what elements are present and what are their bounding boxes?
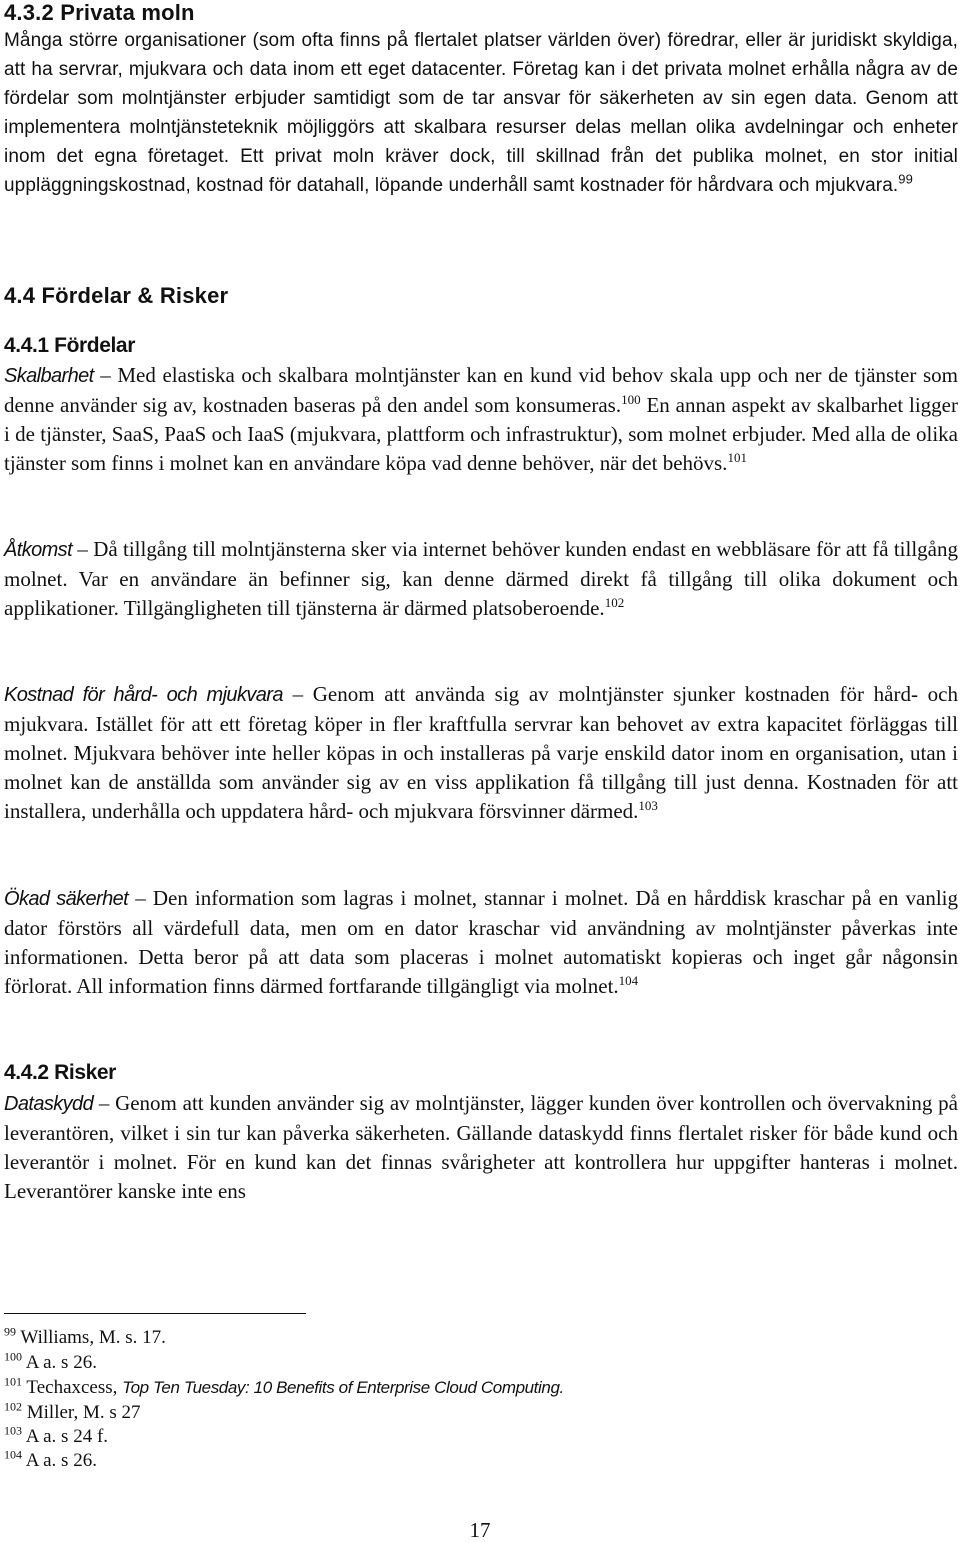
- footnote-italic-title: Top Ten Tuesday: 10 Benefits of Enterprise Cloud Computing.: [122, 1378, 564, 1397]
- cost-text: – Genom att använda sig av molntjänster sjunker kostnaden för hård- och mjukvara. Istället för att ett företag köper in fler kraftfulla servrar kan behovet av extra kapacitet förläggas till molnet. Mjukvara behöver inte heller köpas in och installeras på varje enskild dator inom en organisation, utan i molnet kan de anställda som använder sig av en viss applikation få tillgång till just denna. Kostnaden för att installera, underhålla och uppdatera hård- och mjukvara försvinner därmed.: [4, 682, 958, 823]
- footnote-ref-102[interactable]: 102: [604, 595, 625, 610]
- footnote-number: 102: [4, 1399, 22, 1414]
- data-protection-text: – Genom att kunden använder sig av molntjänster, lägger kunden över kontrollen och övervakning på leverantören, vilket i sin tur kan påverka säkerheten. Gällande dataskydd finns flertalet risker för både kund och leverantör i molnet. För en kund kan det finnas svårigheter att kontrollera hur uppgifter hanteras i molnet. Leverantörer kanske inte ens: [4, 1091, 958, 1203]
- data-protection-paragraph: [4, 1089, 958, 1206]
- security-paragraph: [4, 884, 958, 1001]
- footnote-104: [4, 1449, 97, 1473]
- data-protection-lead: Dataskydd: [4, 1093, 94, 1115]
- scalability-lead: Skalbarhet: [4, 365, 94, 387]
- footnote-number: 101: [4, 1374, 22, 1389]
- private-cloud-paragraph: [4, 26, 958, 200]
- subsection-heading-advantages: 4.4.1 Fördelar: [4, 334, 135, 357]
- security-text: – Den information som lagras i molnet, stannar i molnet. Då en hårddisk kraschar på en vanlig dator förstörs all värdefull data, men om en dator kraschar vid användning av molntjänster påverkas inte informationen. Detta beror på att data som placeras i molnet automatiskt kopieras och inget går någonsin förlorat. All information finns därmed fortfarande tillgängligt via molnet.: [4, 886, 958, 998]
- section-heading-advantages-risks: 4.4 Fördelar & Risker: [4, 283, 229, 308]
- access-text: – Då tillgång till molntjänsterna sker via internet behöver kunden endast en webbläsare för att få tillgång molnet. Var en användare än befinner sig, kan denne därmed direkt få tillgång till olika dokument och applikationer. Tillgängligheten till tjänsterna är därmed platsoberoende.: [4, 537, 958, 620]
- footnote-divider: [4, 1313, 306, 1314]
- footnote-number: 104: [4, 1447, 22, 1462]
- subsection-heading-risks: 4.4.2 Risker: [4, 1061, 116, 1084]
- security-lead: Ökad säkerhet: [4, 888, 129, 910]
- access-lead: Åtkomst: [4, 539, 73, 561]
- footnote-text: A a. s 26.: [25, 1450, 97, 1471]
- footnote-text: A a. s 26.: [25, 1352, 97, 1373]
- footnote-ref-100[interactable]: 100: [621, 392, 641, 407]
- footnote-ref-99[interactable]: 99: [898, 171, 913, 187]
- scalability-text-1: – Med elastiska och skalbara molntjänster kan en kund vid behov skala upp och ner de tjänster som denne använder sig av, kostnaden baseras på den andel som konsumeras.: [4, 363, 958, 417]
- footnote-100: [4, 1351, 97, 1375]
- footnote-text: Techaxcess,: [26, 1377, 123, 1398]
- scalability-text-2: En annan aspekt av skalbarhet ligger i de tjänster, SaaS, PaaS och IaaS (mjukvara, plattform och infrastruktur), som molnet erbjuder. Med alla de olika tjänster som finns i molnet kan en användare köpa vad denne behöver, när det behövs.: [4, 393, 958, 475]
- footnote-ref-103[interactable]: 103: [638, 798, 658, 813]
- footnote-99: [4, 1326, 166, 1350]
- cost-lead: Kostnad för hård- och mjukvara: [4, 684, 283, 706]
- footnote-text: Williams, M. s. 17.: [20, 1327, 166, 1348]
- private-cloud-text: Många större organisationer (som ofta finns på flertalet platser världen över) föredrar, eller är juridiskt skyldiga, att ha servrar, mjukvara och data inom ett eget datacenter. Företag kan i det privata molnet erhålla några av de fördelar som molntjänster erbjuder samtidigt som de tar ansvar för säkerheten av sin egen data. Genom att implementera molntjänsteteknik möjliggörs att skalbara resurser delas mellan olika avdelningar och enheter inom det egna företaget. Ett privat moln kräver dock, till skillnad från det publika molnet, en stor initial uppläggningskostnad, kostnad för datahall, löpande underhåll samt kostnader för hårdvara och mjukvara.: [4, 30, 958, 196]
- footnote-102: [4, 1401, 141, 1425]
- footnote-text: Miller, M. s 27: [26, 1402, 141, 1423]
- footnote-number: 99: [4, 1324, 16, 1339]
- scalability-paragraph: [4, 361, 958, 478]
- footnote-103: [4, 1425, 108, 1449]
- section-heading-private-cloud: 4.3.2 Privata moln: [4, 0, 195, 25]
- cost-paragraph: [4, 680, 958, 826]
- footnote-ref-104[interactable]: 104: [618, 973, 639, 988]
- footnote-text: A a. s 24 f.: [25, 1426, 109, 1447]
- page-number: 17: [469, 1518, 491, 1542]
- footnote-number: 100: [4, 1349, 22, 1364]
- access-paragraph: [4, 535, 958, 623]
- footnote-101: [4, 1376, 564, 1400]
- footnote-number: 103: [4, 1423, 22, 1438]
- footnote-ref-101[interactable]: 101: [727, 450, 747, 465]
